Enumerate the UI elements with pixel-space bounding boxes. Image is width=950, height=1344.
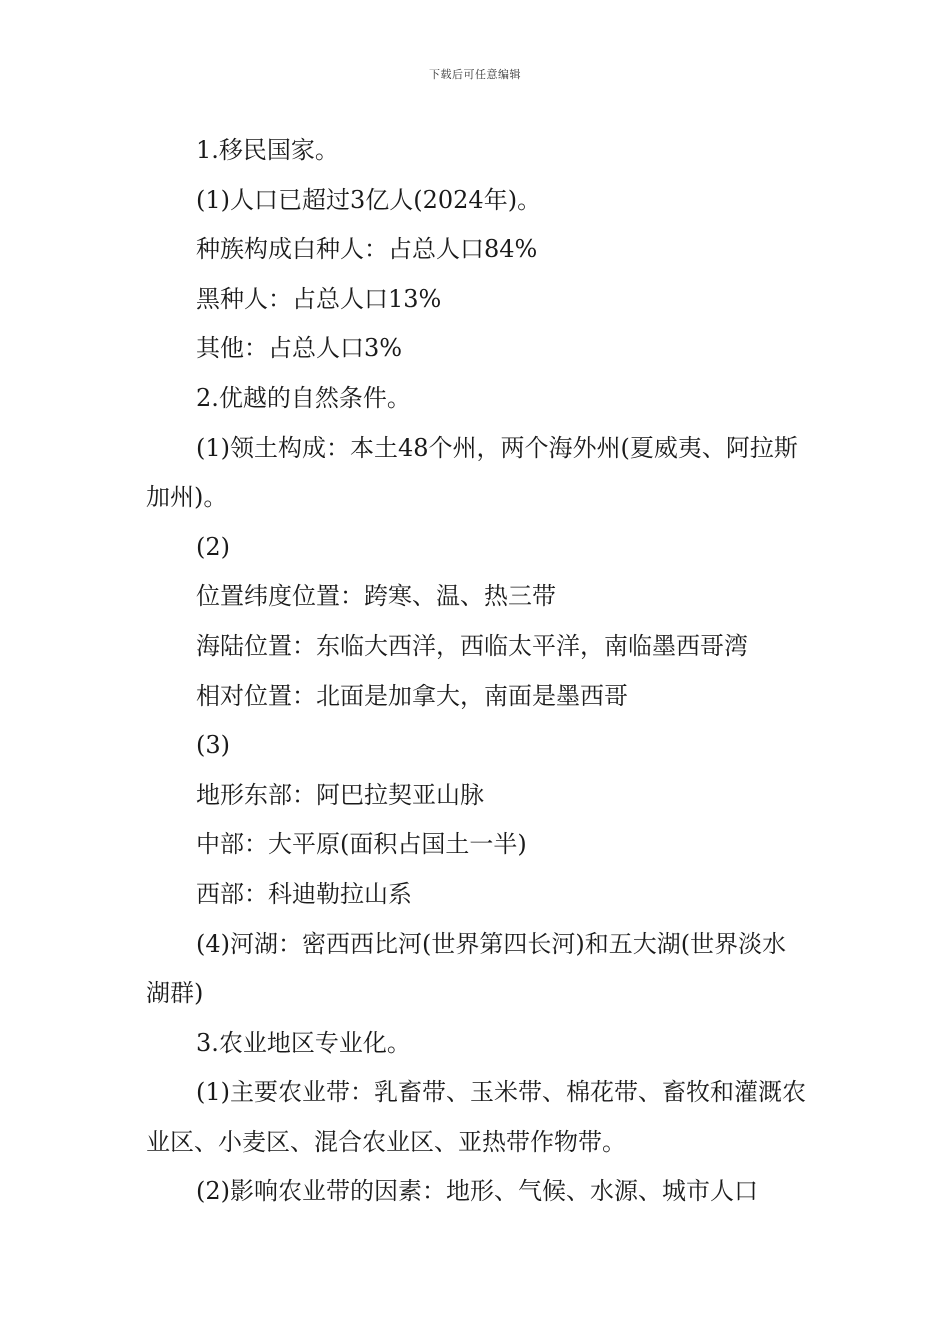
paragraph-15: 西部：科迪勒拉山系: [196, 879, 412, 908]
paragraph-14: 中部：大平原(面积占国土一半): [196, 830, 527, 859]
page-header: 下载后可任意编辑: [429, 68, 521, 81]
paragraph-12: (3): [196, 731, 230, 760]
paragraph-5: 其他：占总人口3%: [196, 334, 403, 363]
paragraph-6: 2.优越的自然条件。: [196, 383, 411, 412]
paragraph-17: 3.农业地区专业化。: [196, 1028, 411, 1057]
paragraph-8: (2): [196, 532, 230, 561]
paragraph-19: (2)影响农业带的因素：地形、气候、水源、城市人口: [196, 1177, 758, 1206]
paragraph-7: (1)领土构成：本土48个州，两个海外州(夏威夷、阿拉斯加州)。: [146, 433, 798, 512]
paragraph-2: (1)人口已超过3亿人(2024年)。: [196, 185, 542, 214]
paragraph-4: 黑种人：占总人口13%: [196, 284, 442, 313]
paragraph-13: 地形东部：阿巴拉契亚山脉: [196, 780, 484, 809]
paragraph-9: 位置纬度位置：跨寒、温、热三带: [196, 582, 556, 611]
paragraph-1: 1.移民国家。: [196, 136, 339, 164]
paragraph-3: 种族构成白种人：占总人口84%: [196, 235, 538, 264]
document-body: [146, 126, 810, 1217]
paragraph-18: (1)主要农业带：乳畜带、玉米带、棉花带、畜牧和灌溉农业区、小麦区、混合农业区、亚热带作物带。: [146, 1078, 806, 1156]
paragraph-16: (4)河湖：密西西比河(世界第四长河)和五大湖(世界淡水湖群): [146, 929, 787, 1008]
paragraph-10: 海陆位置：东临大西洋，西临太平洋，南临墨西哥湾: [196, 631, 748, 660]
paragraph-11: 相对位置：北面是加拿大，南面是墨西哥: [196, 681, 628, 710]
